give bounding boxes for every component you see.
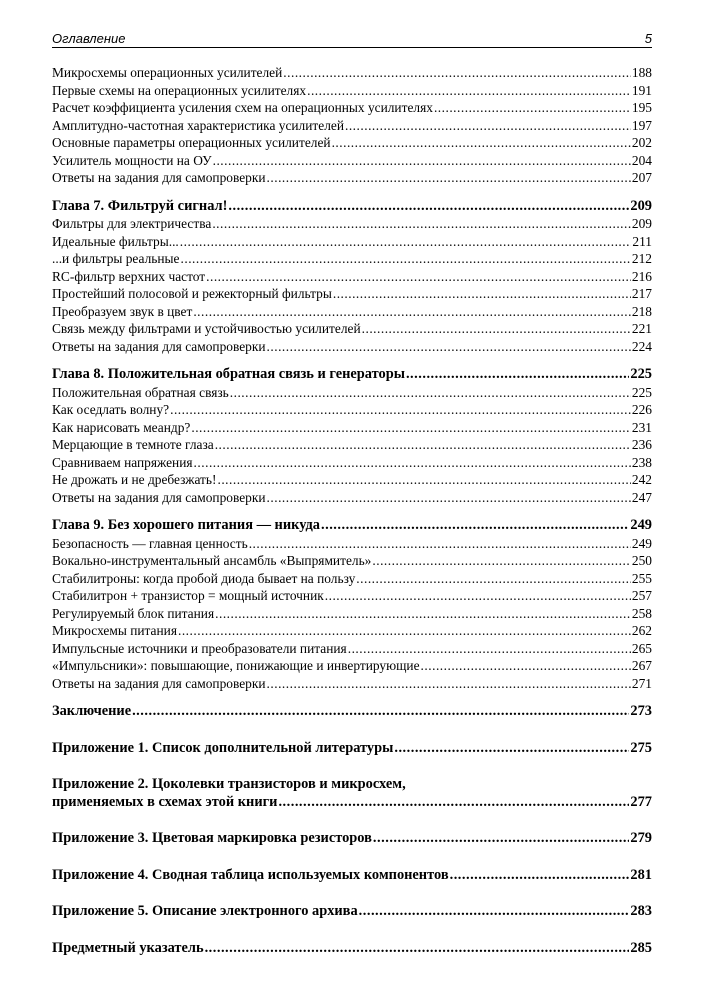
toc-entry-page: 265 (631, 640, 652, 656)
toc-entry-page: 262 (631, 623, 652, 638)
dot-leader (132, 703, 629, 721)
toc-entry-page: 191 (631, 82, 652, 98)
toc-entry-page: 255 (631, 570, 652, 586)
dot-leader (193, 303, 631, 321)
toc-entry[interactable] (52, 268, 652, 286)
dot-leader (267, 489, 631, 507)
toc-entry-title: Не дрожать и не дребезжать! (52, 472, 217, 487)
toc-entry-page: 195 (631, 100, 652, 115)
toc-entry-page: 207 (631, 170, 652, 185)
dot-leader (178, 622, 631, 640)
toc-entry-page: 197 (631, 117, 652, 133)
toc-entry-title: Стабилитрон + транзистор = мощный источник (52, 588, 324, 603)
toc-entry[interactable] (52, 338, 652, 356)
toc-entry-page: 283 (630, 903, 652, 919)
toc-entry-page: 211 (632, 233, 652, 249)
dot-leader (212, 215, 631, 233)
toc-spacer (52, 355, 652, 366)
toc-entry-page: 202 (631, 135, 652, 150)
toc-entry-page: 209 (631, 216, 652, 231)
toc-entry-page: 267 (631, 658, 652, 673)
toc-entry[interactable] (52, 471, 652, 489)
toc-entry[interactable] (52, 605, 652, 623)
running-header-title: Оглавление (52, 31, 126, 46)
toc-entry[interactable] (52, 82, 652, 100)
toc-spacer (52, 848, 652, 867)
toc-entry[interactable] (52, 134, 652, 152)
page-number: 5 (644, 31, 652, 46)
dot-leader (394, 740, 629, 758)
toc-spacer (52, 884, 652, 903)
toc-entry-title: Ответы на задания для самопроверки (52, 170, 266, 185)
toc-entry-page: 247 (631, 489, 652, 505)
toc-chapter-entry[interactable] (52, 776, 652, 811)
toc-entry[interactable] (52, 419, 652, 437)
dot-leader (215, 605, 631, 623)
toc-entry-page: 204 (631, 152, 652, 168)
toc-entry[interactable] (52, 622, 652, 640)
dot-leader (213, 152, 631, 170)
dot-leader (362, 320, 631, 338)
toc-entry[interactable] (52, 233, 652, 251)
toc-entry-title: Безопасность — главная ценность (52, 535, 248, 551)
toc-entry-page: 279 (630, 830, 652, 846)
dot-leader (348, 640, 631, 658)
toc-entry[interactable] (52, 436, 652, 454)
toc-entry-page: 224 (631, 338, 652, 354)
toc-entry-title: Микросхемы питания (52, 623, 177, 638)
toc-entry-title: Приложение 4. Сводная таблица используемых компонентов (52, 866, 449, 883)
toc-entry-title: Простейший полосовой и режекторный фильтры (52, 286, 332, 301)
dot-leader (267, 169, 631, 187)
toc-entry-title: Амплитудно-частотная характеристика усилителей (52, 117, 344, 133)
dot-leader (434, 99, 631, 117)
toc-entry-page: 249 (630, 517, 652, 533)
dot-leader (205, 940, 630, 958)
toc-entry-title: Приложение 5. Описание электронного архива (52, 903, 358, 919)
toc-chapter-entry[interactable] (52, 940, 652, 958)
toc-entry-title: «Импульсники»: повышающие, понижающие и инвертирующие (52, 658, 420, 673)
toc-entry-title: Предметный указатель (52, 939, 204, 956)
toc-entry[interactable] (52, 99, 652, 117)
toc-spacer (52, 811, 652, 830)
toc-chapter-entry[interactable] (52, 867, 652, 885)
toc-entry-title: Усилитель мощности на ОУ (52, 152, 212, 168)
toc-chapter-entry[interactable] (52, 517, 652, 535)
toc-entry-title-line1: Приложение 2. Цоколевки транзисторов и микросхем, (52, 776, 406, 792)
toc-entry[interactable] (52, 64, 652, 82)
dot-leader (217, 471, 630, 489)
toc-entry-page: 212 (631, 251, 652, 266)
toc-entry-page: 257 (631, 588, 652, 603)
toc-entry-page: 221 (631, 321, 652, 336)
toc-entry-page: 250 (631, 553, 652, 568)
toc-entry-page: 273 (630, 703, 652, 719)
toc-entry-title: Приложение 3. Цветовая маркировка резисторов (52, 830, 372, 846)
dot-leader (191, 419, 631, 437)
dot-leader (278, 794, 629, 812)
toc-entry-page: 225 (631, 384, 652, 400)
toc-spacer (52, 921, 652, 940)
table-of-contents (52, 64, 652, 957)
toc-chapter-entry[interactable] (52, 198, 652, 216)
toc-entry-page: 285 (630, 939, 652, 956)
dot-leader (230, 384, 631, 402)
toc-entry[interactable] (52, 320, 652, 338)
toc-entry[interactable] (52, 570, 652, 588)
toc-entry-page: 242 (631, 472, 652, 487)
toc-entry-title: Положительная обратная связь (52, 384, 229, 400)
toc-entry[interactable] (52, 640, 652, 658)
dot-leader (421, 657, 631, 675)
toc-entry-title: Связь между фильтрами и устойчивостью усилителей (52, 321, 361, 336)
dot-leader (215, 436, 631, 454)
dot-leader (333, 285, 631, 303)
toc-entry-title: Ответы на задания для самопроверки (52, 675, 266, 691)
toc-entry[interactable] (52, 401, 652, 419)
toc-entry-page: 277 (630, 793, 652, 810)
toc-entry-page: 275 (630, 739, 652, 756)
toc-entry[interactable] (52, 489, 652, 507)
dot-leader (249, 535, 631, 553)
dot-leader (180, 233, 632, 251)
toc-entry-page: 271 (631, 675, 652, 691)
toc-entry-page: 209 (630, 197, 652, 214)
toc-entry-title: Фильтры для электричества (52, 216, 212, 231)
toc-spacer (52, 692, 652, 703)
toc-entry-title: Сравниваем напряжения (52, 454, 193, 470)
dot-leader (372, 552, 631, 570)
toc-entry-title: применяемых в схемах этой книги (52, 793, 278, 810)
toc-entry[interactable] (52, 454, 652, 472)
toc-entry-title: Как нарисовать меандр? (52, 419, 191, 435)
toc-entry-title: Мерцающие в темноте глаза (52, 437, 214, 452)
toc-entry-page: 231 (631, 419, 652, 435)
dot-leader (450, 867, 630, 885)
dot-leader (267, 675, 631, 693)
toc-entry-page: 217 (631, 286, 652, 301)
toc-entry[interactable] (52, 250, 652, 268)
toc-entry[interactable] (52, 117, 652, 135)
toc-entry-page: 238 (631, 454, 652, 470)
toc-entry[interactable] (52, 303, 652, 321)
toc-entry[interactable] (52, 657, 652, 675)
dot-leader (332, 134, 631, 152)
toc-chapter-entry[interactable] (52, 903, 652, 921)
toc-entry-title: Идеальные фильтры... (52, 233, 179, 249)
dot-leader (359, 903, 630, 921)
toc-entry-title: RC-фильтр верхних частот (52, 268, 206, 284)
dot-leader (356, 570, 631, 588)
toc-entry-title: Первые схемы на операционных усилителях (52, 82, 307, 98)
toc-entry-title: Ответы на задания для самопроверки (52, 489, 266, 505)
toc-spacer (52, 187, 652, 198)
toc-chapter-entry[interactable] (52, 703, 652, 721)
toc-entry-title: Регулируемый блок питания (52, 605, 215, 621)
toc-entry[interactable] (52, 675, 652, 693)
dot-leader (325, 587, 631, 605)
toc-chapter-entry[interactable] (52, 366, 652, 384)
toc-chapter-entry[interactable] (52, 740, 652, 758)
toc-spacer (52, 721, 652, 740)
running-header (52, 28, 652, 48)
toc-entry-page: 216 (631, 268, 652, 284)
toc-entry-title: Стабилитроны: когда пробой диода бывает на пользу (52, 570, 356, 586)
dot-leader (321, 517, 629, 535)
toc-entry[interactable] (52, 552, 652, 570)
toc-entry-title: Ответы на задания для самопроверки (52, 338, 266, 354)
toc-entry-title: ...и фильтры реальные (52, 251, 180, 266)
header-rule (52, 47, 652, 48)
dot-leader (170, 401, 631, 419)
toc-entry-page: 249 (631, 535, 652, 551)
toc-entry-page: 281 (630, 866, 652, 883)
toc-entry-title: Преобразуем звук в цвет (52, 303, 193, 319)
toc-entry-title: Расчет коэффициента усиления схем на операционных усилителях (52, 100, 433, 115)
toc-entry-title: Импульсные источники и преобразователи питания (52, 640, 347, 656)
toc-entry-title: Глава 7. Фильтруй сигнал! (52, 197, 228, 214)
dot-leader (406, 366, 629, 384)
toc-entry-page: 188 (631, 65, 652, 80)
toc-entry-title: Как оседлать волну? (52, 402, 170, 417)
dot-leader (206, 268, 631, 286)
dot-leader (283, 64, 631, 82)
toc-entry-page: 236 (631, 437, 652, 452)
dot-leader (373, 830, 629, 848)
toc-spacer (52, 757, 652, 776)
toc-entry-page: 258 (631, 605, 652, 621)
toc-entry[interactable] (52, 152, 652, 170)
toc-entry[interactable] (52, 587, 652, 605)
toc-entry-page: 226 (631, 402, 652, 417)
dot-leader (307, 82, 631, 100)
toc-entry[interactable] (52, 384, 652, 402)
toc-spacer (52, 506, 652, 517)
dot-leader (345, 117, 631, 135)
toc-entry-title: Вокально-инструментальный ансамбль «Выпрямитель» (52, 553, 372, 568)
toc-entry-title: Заключение (52, 703, 132, 719)
toc-chapter-entry[interactable] (52, 830, 652, 848)
toc-entry[interactable] (52, 285, 652, 303)
dot-leader (194, 454, 631, 472)
toc-entry-title: Приложение 1. Список дополнительной литературы (52, 739, 394, 756)
toc-entry[interactable] (52, 535, 652, 553)
dot-leader (267, 338, 631, 356)
dot-leader (181, 250, 631, 268)
toc-entry-page: 225 (630, 366, 652, 382)
toc-entry-title: Глава 8. Положительная обратная связь и генераторы (52, 366, 405, 382)
toc-entry-title: Глава 9. Без хорошего питания — никуда (52, 517, 320, 533)
toc-entry-page: 218 (631, 303, 652, 319)
toc-entry[interactable] (52, 169, 652, 187)
toc-entry-title: Основные параметры операционных усилителей (52, 135, 331, 150)
dot-leader (228, 198, 629, 216)
toc-entry[interactable] (52, 215, 652, 233)
toc-entry-title: Микросхемы операционных усилителей (52, 65, 283, 80)
